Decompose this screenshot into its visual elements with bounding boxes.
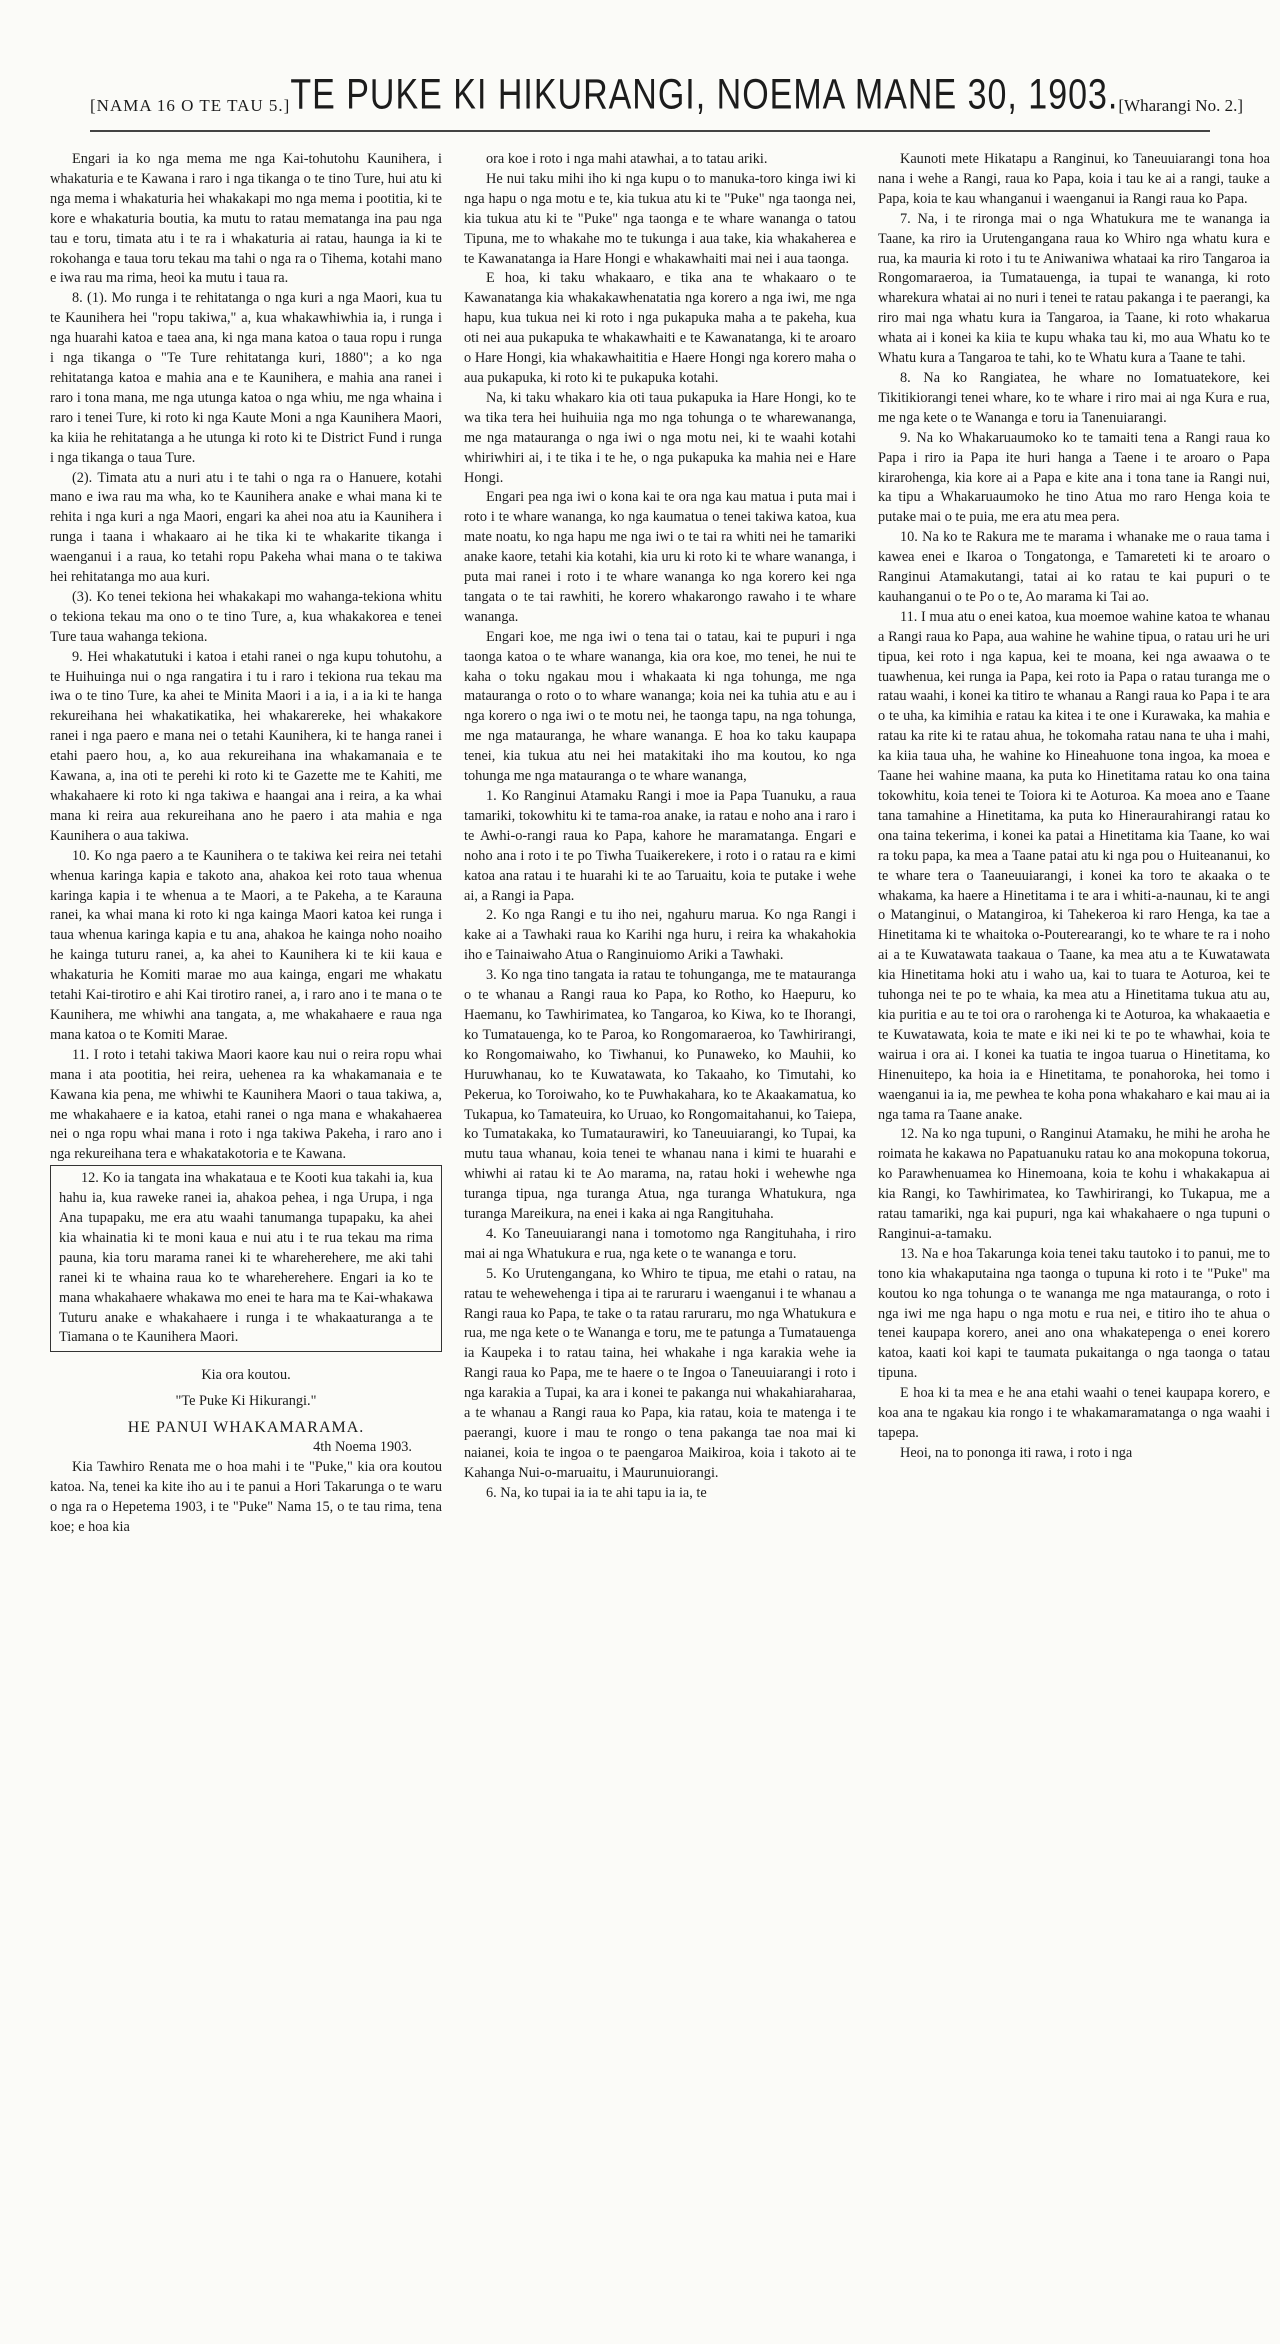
paragraph: 3. Ko nga tino tangata ia ratau te tohunganga, me te matauranga o te whanau a Rangi raua ko Papa, ko Rotho, ko Haepuru, ko Haemanu, ko Tawhirimatea, ko Tangaroa, ko Kiwa, ko te Ihorangi, ko Tumatauenga, ko te Paroa, ko Rongomaraeroa, ko Tawhirirangi, ko Rongomaiwaho, ko Tiwhanui, ko Punaweko, ko Mauhii, ko Huruwhanau, ko te Kuwatawata, ko Takaaho, ko Timutahi, ko Pekerua, ko Toroiwaho, ko te Puwhakahara, ko te Akaakamatua, ko Tukapua, ko Tamateuira, ko Uruao, ko Rongomaitahanui, ko Taiepa, ko Tumatakaka, ko Tumataurawiri, ko Taneuuiarangi, ko Tupai, ka mutu taua whanau, koia tenei te whanau nana i kimi te huarahi e whiwhi ai ratau ki te Ao marama, na, ratau hoki i wehewhe nga turanga tipua, nga turanga Atua, nga turanga Whatukura, nga turanga Mareikura, na enei i kaka ai nga Rangituhaha. [464,967,856,1223]
paragraph: 6. Na, ko tupai ia ia te ahi tapu ia ia, te [486,1484,707,1501]
article-columns [50,150,1270,2320]
newspaper-title: TE PUKE KI HIKURANGI, NOEMA MANE 30, 1903. [290,70,1119,119]
paragraph: 11. I roto i tetahi takiwa Maori kaore kau nui o reira ropu whai mana i ata pootitia, hei reira, uehenea ra ka whakamanaia e te Kawana kia pena, me whiwhi te Kaunihera Maori o taua takiwa, a, me whakahaere e ia katoa, etahi ranei o nga mana e whakahaerea nei o nga ropu whai mana i roto i nga takiwa Pakeha, i raro ano i nga rekureihana tera e whakatakotoria e te Kawana. [50,1046,442,1163]
paragraph: Heoi, na to pononga iti rawa, i roto i nga [900,1444,1133,1461]
signature: "Te Puke Ki Hikurangi." [175,1393,317,1410]
paragraph: Kaunoti mete Hikatapu a Ranginui, ko Taneuuiarangi tona hoa nana i wehe a Rangi, raua ko Papa, koia i tau ke ai a rangi, tauke a Papa, koia te kau whanganui i waenganui ia Rangi raua ko Papa. [878,151,1270,207]
paragraph: Engari pea nga iwi o kona kai te ora nga kau matua i puta mai i roto i te whare wananga, ko nga kaumatua o tenei takiwa katoa, kua mate noatu, ko nga hapu me nga iwi o te tai ra whiti nei he tamariki anake kaore, tetahi kia kotahi, kia uru ki roto ki te whare wananga, i puta mai ranei i roto i te whare wananga ko nga korero kei nga tangata o te tai rawhiti, he korero whakarongo rawaho i te whare wananga. [464,489,856,625]
letter-date: 4th Noema 1903. [313,1439,412,1456]
paragraph: 10. Ko nga paero a te Kaunihera o te takiwa kei reira nei tetahi whenua karinga kapia e takoto ana, ahakoa kei roto taua whenua karinga kapia i te whenua a te Maori, a te Pakeha, a te Karauna ranei, ka whai mana ki roto ki nga kainga Maori katoa kei runga i taua whenua karinga kapia e tu ana, ahakoa he kainga noho noaiho he kainga tuturu ranei, a, ka ahei to Kaunihera ki te kii kaua e whakaturia he Komiti marae mo aua kainga, engari me whakatu tetahi Kai-tirotiro e ahi Kai tirotiro ranei, a, i raro ano i te mana o te Kaunihera, me whiwhi ana tangata, a, me whakahaere e raua nga mana katoa o te Komiti Marae. [50,847,442,1043]
paragraph: E hoa ki ta mea e he ana etahi waahi o tenei kaupapa korero, e koa ana te ngakau kia rongo i te whakamaramatanga o nga waahi i tapepa. [878,1385,1270,1441]
paragraph: 10. Na ko te Rakura me te marama i whanake me o raua tama i kawea enei e Ikaroa o Tongatonga, e Tamareteti ki te aroaro o Ranginui Atamakutangi, tatai ai ko ratau te kai pupuri o te kauhanganui o te Po o te, Ao marama ki Tai ao. [878,529,1270,605]
paragraph: Engari koe, me nga iwi o tena tai o tatau, kai te pupuri i nga taonga katoa o te whare wananga, kia ora koe, mo tenei, he nui te kaha o toku ngakau mou i whakaata ki nga tohunga, me nga matauranga o roto o to whare wananga; koia nei ka tuhia atu e au i nga korero o nga iwi o te motu nei, he taonga tapu, na nga tohunga, me nga matauranga, he whare wananga. E hoa ko taku kaupapa tenei, kia tukua atu nei hei matakitaki iho ma koutou, ko nga tohunga me nga matauranga o te whare wananga, [464,628,856,785]
paragraph: 9. Na ko Whakaruaumoko ko te tamaiti tena a Rangi raua ko Papa i riro ia Papa ite huri hanga a Taene i te aroaro o Papa kirarohenga, kia kore ai a Papa e kite ana i tona tane ia Rangi nui, ka tipu a Whakaruaumoko he tino Atua mo raro Henga koia te putake mai o te puia, me era atu mea pera. [878,429,1270,526]
masthead [90,62,1243,132]
paragraph: Na, ki taku whakaro kia oti taua pukapuka ia Hare Hongi, ko te wa tika tera hei huihuiia nga mo nga tohunga o te wharewananga, me nga matauranga o nga iwi o nga motu nei, ki te waahi kotahi whiriwhiri ai, i te tika i te he, o nga pukapuka ka mahia nei e Hare Hongi. [464,389,856,486]
paragraph: (2). Timata atu a nuri atu i te tahi o nga ra o Hanuere, kotahi mano e iwa rau ma wha, ko te Kaunihera anake e whai mana ki te rehita i nga kuri a nga Maori, engari ka ahei noa atu ia Kaunihera i runga i taana i whakaaro ai he tika ki te whakarite tikanga i waenganui i a raua, ko tetahi ropu Pakeha whai mana o te takiwa hei rehitatanga mo aua kuri. [50,469,442,586]
paragraph: 11. I mua atu o enei katoa, kua moemoe wahine katoa te whanau a Rangi raua ko Papa, aua wahine he wahine tipua, o ratau uri he uri tipua, kei roto i nga kapua, kei te moana, kei nga awaawa o te tuawhenua, kei runga ia Papa, kei roto ia Papa o ratau turanga me o ratau waahi, i konei ka titiro te whanau a Rangi raua ko Papa i te ara o te uha, ka kimihia e ratau ka kitea i te one i Kurawaka, ka mahia e ratau ka rite ki te ratau ahua, he tokomaha ratau nana te uha i mahi, ka kiia taua uha, he wahine ko Hineahuone tona ingoa, ka moea e Taane hei wahine maana, ka puta ko Hinetitama ratau ko ona taina tokowhitu, koia tenei te Toiora ki te Aoturoa. Ka moea ano e Taane tana tamahine a Hinetitama, ka puta ko Hineraurahirangi ratau ko ona taina tekerima, i konei ka patai a Hinetitama kia Taane, ko wai ra toku papa, ka mea a Taane patai atu ki nga pou o Huiteananui, ko te whare tera o Taaneuuiarangi, i konei ka toro te akaaka o te whakama, ka haere a Hinetitama i te ara i whiti-a-naunau, ki te angi o Matanginui, o Matangiroa, ki Tahekeroa ki raro Henga, ka tae a Hinetitama ki te whaitoka o-Pouterearangi, ko te whare te ra i noho ai a te Kuwatawata taakaua o Taane, ka mea atu a te Kuwatawata kia Hinetitama hoki atu i waho ua, kai to tuara te Aoturoa, kei te tuhonga nei te po te whaia, ka mea atu a Hinetitama tukua atu au, kia puritia e au te toi ora o rarohenga ki te Aoturoa, ka whakaaetia e te Kuwatawata, koia te mate e iki nei ki te po te whawhai, koia te wairua i ora ai. I konei ka tuatia te ingoa tuarua o Hinetitama, ko Hinenuitepo, ka hoia ia e Hinetitama, te ponahoroka, hei tomo i waenganui ia ia, me pewhea te koha pona whakaharo e kai mau ai ia nga tama ra Taane anake. [878,608,1270,1123]
paragraph: He nui taku mihi iho ki nga kupu o to manuka-toro kinga iwi ki nga hapu o nga motu e te, kia tukua atu ki te "Puke" nga taonga nei, kia tukua atu ki te "Puke" nga taonga e te whare wananga o tatou Tipuna, me to whakahe mo te tukunga i aua take, kia whakaherea e te Kawanatanga ia Hare Hongi e whakawhaiti mai nei i aua taonga. [464,170,856,267]
paragraph: 5. Ko Urutengangana, ko Whiro te tipua, me etahi o ratau, na ratau te wehewehenga i tipa ai te raruraru i waenganui i te whanau a Rangi raua ko Papa, te take o ta ratau raruraru, mo nga Whatukura e rua, me nga kete o te Wananga e toru, me te patunga a Tumatauenga ia Kaupeka i to ratau taina, hei whakahe i nga karakia wehe ia Rangi raua ko Papa, me te haere o te Ingoa o Taneuuiarangi i roto i nga karakia a Tupai, ka ara i konei te pakanga nui whakahiaraharaa, a te whanau a Rangi raua ko Papa, kia ratau, koia te matenga i te paerangi, kuore i mau te rongo o tena pakanga tae noa mai ki naianei, koia te ingoa o te paengaroa Maikiroa, koia i takoto ai te Kahanga Nui-o-maruaitu, i Maurunuiorangi. [464,1265,856,1481]
paragraph: 7. Na, i te rironga mai o nga Whatukura me te wananga ia Taane, ka riro ia Urutengangana raua ko Whiro nga whatu kura e rua, ka mauria ki roto i tu te Aniwaniwa whataai ka riro Tangaroa ia Rongomaraeroa, ia Tumatauenga, ia tupai te wananga, ki roto wharekura whatai ai no nuri i tenei te ratau pakanga i te paerangi, ka riro mai nga whatu kura ia Tangaroa, ia Taane, ki roto whakarua whata ai i konei ka kiia te kupu whaka tau ki, mo aua Whatu ko te Whatu kura a Tangaroa te tahi, ko te Whatu kura a Taane te tahi. [878,210,1270,367]
paragraph: 1. Ko Ranginui Atamaku Rangi i moe ia Papa Tuanuku, a raua tamariki, tokowhitu ki te tama-roa anake, ia ratau e noho ana i raro i te Awhi-o-rangi raua ko Papa, kahore he maramatanga. Engari e noho ana i roto i te po Tiwha Tuaikerekere, i roto i o ratau ra e kimi katoa ana ratau i te huarahi ki te ao Taruaitu, koia te putake i wehe ai, a Rangi ia Papa. [464,788,856,904]
column-3 [878,150,1270,2320]
sign-off: Kia ora koutou. [201,1367,291,1384]
paragraph: ora koe i roto i nga mahi atawhai, a to tatau ariki. [486,151,768,167]
masthead-rule [90,130,1210,132]
column-1 [50,150,442,2320]
paragraph: Engari ia ko nga mema me nga Kai-tohutohu Kaunihera, i whakaturia e te Kawana i raro i nga tikanga o te tino Ture, hui atu ki nga mema i whakaturia hei whakakapi mo nga mema i pootitia, ki te kore e whakaturia boutia, ka mutu to ratau mematanga ina pau nga tau e toru, timata atu i te ra i whakaturia ai ratau, haunga ia ki te rokohanga e taua toru tekau ma tahi o nga ra o Tihema, kotahi mano e iwa rau ma rima, heoi ka mutu i taua ra. [50,151,442,287]
paragraph: 4. Ko Taneuuiarangi nana i tomotomo nga Rangituhaha, i riro mai ai nga Whatukura e rua, nga kete o te wananga e toru. [464,1225,856,1262]
issue-number: [NAMA 16 O TE TAU 5.] [90,96,291,115]
section-heading: HE PANUI WHAKAMARAMA. [127,1419,365,1437]
paragraph: 8. (1). Mo runga i te rehitatanga o nga kuri a nga Maori, kua tu te Kaunihera hei "ropu takiwa," a, kua whakawhiwhia ia, i runga i nga huarahi katoa e taea ana, ki nga mana katoa o taua ropu i runga i nga tikanga o "Te Ture rehitatanga kuri, 1880"; a ko nga rehitatanga katoa e mahia ana e te Kaunihera, e mahia ana ranei i raro i tona mana, me nga utunga katoa o nga whiu, me nga whaina i raro i tenei Ture, ki roto ki nga Kaute Moni a nga Kaunihera Maori, ka kiia he rehitatanga a he utunga ki roto ki te District Fund i runga i nga tikanga o taua Ture. [50,290,442,466]
column-2 [464,150,856,2320]
paragraph: Kia Tawhiro Renata me o hoa mahi i te "Puke," kia ora koutou katoa. Na, tenei ka kite iho au i te panui a Hori Takarunga o te waru o nga ra o Hepetema 1903, i te "Puke" Nama 15, o te tau rima, tena koe; e hoa kia [50,1459,442,1535]
paragraph: 12. Na ko nga tupuni, o Ranginui Atamaku, he mihi he aroha he roimata he kakawa no Papatuanuku ratau ko ana mokopuna tokorua, ko Parawhenuamea ko Hinemoana, koia te kohu i whakakapua ai kia Rangi, ko Tawhirimatea, ko Tawhirirangi, ko Tukapua, me a ratau tamariki, nga kai pupuri, nga kai whakahaere o nga tupuni o Ranginui-a-tamaku. [878,1126,1270,1242]
paragraph: E hoa, ki taku whakaaro, e tika ana te whakaaro o te Kawanatanga kia whakakawhenatatia nga korero a nga iwi, me nga hapu, kua tukua nei ki roto i nga pukapuka maha a te pakeha, kua oti nei aua pukapuka te whakawhaiti e te Kawanatanga, ki te aroaro o Hare Hongi, kia whakawhaititia e Haere Hongi nga korero maha o aua pukapuka, ki roto ki te pukapuka kotahi. [464,270,856,386]
paragraph: 13. Na e hoa Takarunga koia tenei taku tautoko i to panui, me to tono kia whakaputaina nga taonga o tupuna ki roto i te "Puke" ma koutou ko nga tohunga o te wananga me nga matauranga, o roto i nga iwi me nga hapu o nga motu e rua nei, e titiro iho te ahua o tenei kaupapa korero, anei ano ona whakatepenga o enei korero katoa, kaati koi kapi te taumata pukaitanga o nga taonga o tatau tipuna. [878,1245,1270,1382]
paragraph: 2. Ko nga Rangi e tu iho nei, ngahuru marua. Ko nga Rangi i kake ai a Tawhaki raua ko Karihi nga huru, i reira ka whakahokia iho e Tainaiwaho Atua o Ranginuiomo Ariki a Tawhaki. [464,907,856,964]
paragraph: 9. Hei whakatutuki i katoa i etahi ranei o nga kupu tohutohu, a te Huihuinga nui o nga rangatira i tu i raro i tekiona rua tekau ma iwa o te tino Ture, ka ahei te Minita Maori i a ia, i a ia ki te hanga rekureihana hei whakatikatika, hei whakarereke, hei whakakore ranei i nga paero e mana nei o tetahi Kaunihera, ki te hanga ranei i etahi paero hou, a, ko aua rekureihana ina whakamanaia e te Kawana, a, ina oti te perehi ki roto ki te Gazette me te Kahiti, me whakahaere ki roto ki nga takiwa e haangai ana i reira, a ka whai mana ki reira aua rekureihana ano he paero i ata mahia e nga Kaunihera o aua takiwa. [50,648,442,844]
boxed-paragraph: 12. Ko ia tangata ina whakataua e te Kooti kua takahi ia, kua hahu ia, kua raweke ranei ia, ahakoa pehea, i nga Urupa, i nga Ana tupapaku, me era atu waahi tanumanga tupapaku, ka ahei kia whainatia ki te moni kaua e nui atu i te rua tekau ma rima pauna, kia toru marama ranei ki te whareherehere, me aki tahi ranei ki te whaina raua ko te whareherehere. Engari ia ko te mana whakahaere whakawa mo enei te hara ma te Kai-whakawa Tuturu anake e whakahaere i runga i te whakaaturanga a te Tiamana o te Kaunihera Maori. [50,1165,442,1352]
paragraph: 8. Na ko Rangiatea, he whare no Iomatuatekore, kei Tikitikiorangi tenei whare, ko te whare i riro mai ai nga Kura e rua, me nga kete o te Wananga e toru ia Tanenuiarangi. [878,369,1270,426]
page-number: [Wharangi No. 2.] [1118,96,1243,115]
paragraph: (3). Ko tenei tekiona hei whakakapi mo wahanga-tekiona whitu o tekiona tekau ma ono o te tino Ture, a, kua whakakorea e tenei Ture taua wahanga tekiona. [50,588,442,645]
